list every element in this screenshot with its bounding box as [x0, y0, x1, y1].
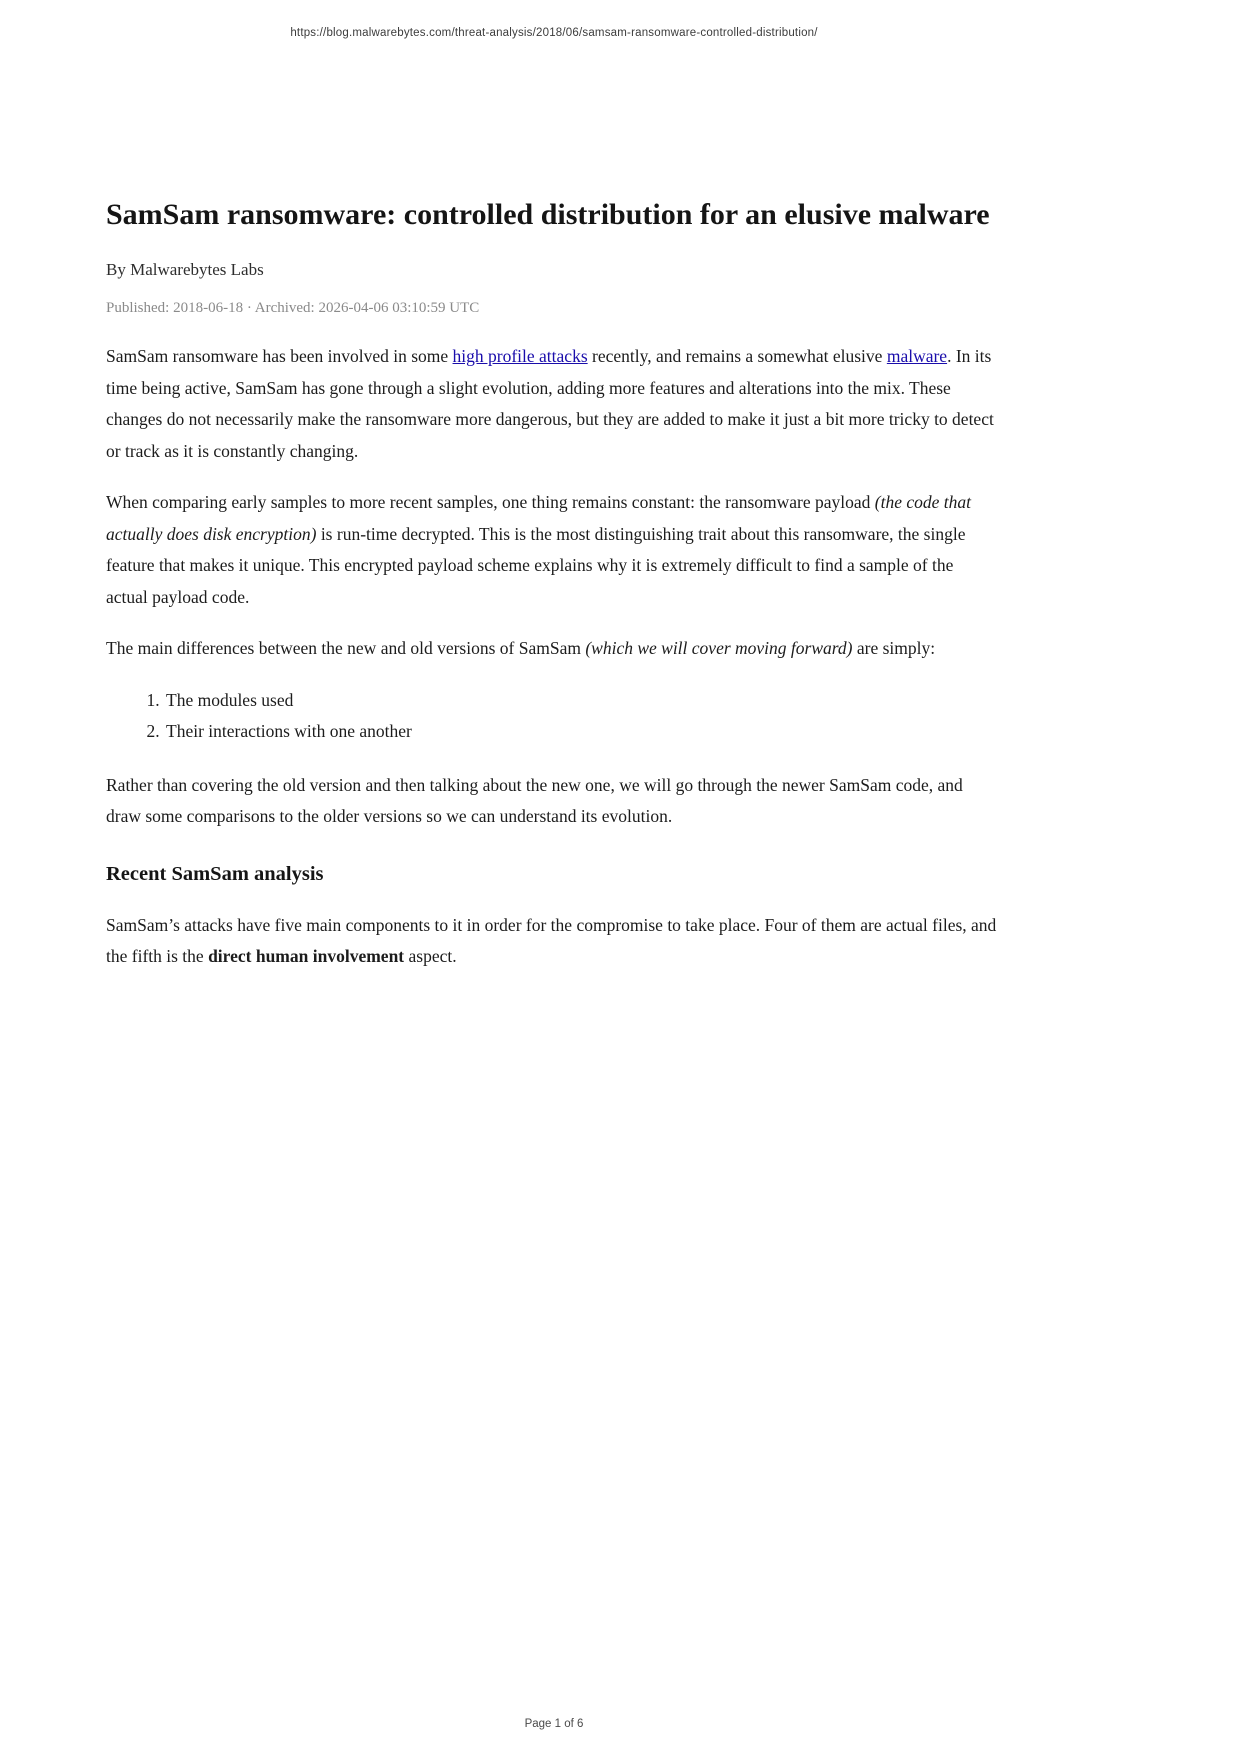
page-number: Page 1 of 6 [524, 1718, 584, 1730]
article-content [106, 190, 998, 993]
italic-text: (the code that actually does disk encryption) [106, 492, 971, 544]
bold-text: direct human involvement [208, 946, 405, 966]
text-run: . In its time being active, SamSam has gone through a slight evolution, adding more features and alterations into the mix. These changes do not necessarily make the ransomware more dangerous, but they are added to make it just a bit more tricky to detect or track as it is constantly changing. [106, 346, 994, 461]
text-run: SamSam’s attacks have five main components to it in order for the compromise to take place. Four of them are actual files, and the fifth is the [106, 914, 997, 966]
list-item: 1. The modules used [164, 685, 998, 717]
print-header-url: https://blog.malwarebytes.com/threat-analysis/2018/06/samsam-ransomware-controlled-distribution/ [290, 27, 818, 39]
paragraph-approach [106, 770, 998, 833]
text-run: The main differences between the new and old versions of SamSam [106, 638, 586, 658]
text-run: Rather than covering the old version and then talking about the new one, we will go through the newer SamSam code, and draw some comparisons to the older versions so we can understand its evolution. [106, 774, 963, 826]
paragraph-differences [106, 633, 998, 665]
differences-list [106, 685, 998, 748]
article-title: SamSam ransomware: controlled distribution for an elusive malware [106, 198, 990, 231]
text-run: is run-time decrypted. This is the most distinguishing trait about this ransomware, the single feature that makes it unique. This encrypted payload scheme explains why it is extremely difficult to find a sample of the actual payload code. [106, 523, 966, 607]
text-run: SamSam ransomware has been involved in some [106, 346, 453, 366]
paragraph-components [106, 910, 998, 973]
text-run: are simply: [852, 638, 936, 658]
paragraph-payload [106, 487, 998, 613]
article-byline: By Malwarebytes Labs [106, 260, 264, 279]
list-item: 2. Their interactions with one another [164, 716, 998, 748]
section-heading-recent-analysis: Recent SamSam analysis [106, 862, 324, 885]
italic-text: (which we will cover moving forward) [585, 638, 853, 658]
text-run: When comparing early samples to more recent samples, one thing remains constant: the ransomware payload [106, 492, 875, 512]
article-meta: Published: 2018-06-18 · Archived: 2026-04-06 03:10:59 UTC [106, 300, 480, 316]
paragraph-intro [106, 341, 998, 467]
inline-link[interactable]: malware [886, 346, 948, 366]
inline-link[interactable]: high profile attacks [452, 346, 588, 366]
text-run: aspect. [404, 946, 457, 966]
text-run: recently, and remains a somewhat elusive [587, 346, 887, 366]
